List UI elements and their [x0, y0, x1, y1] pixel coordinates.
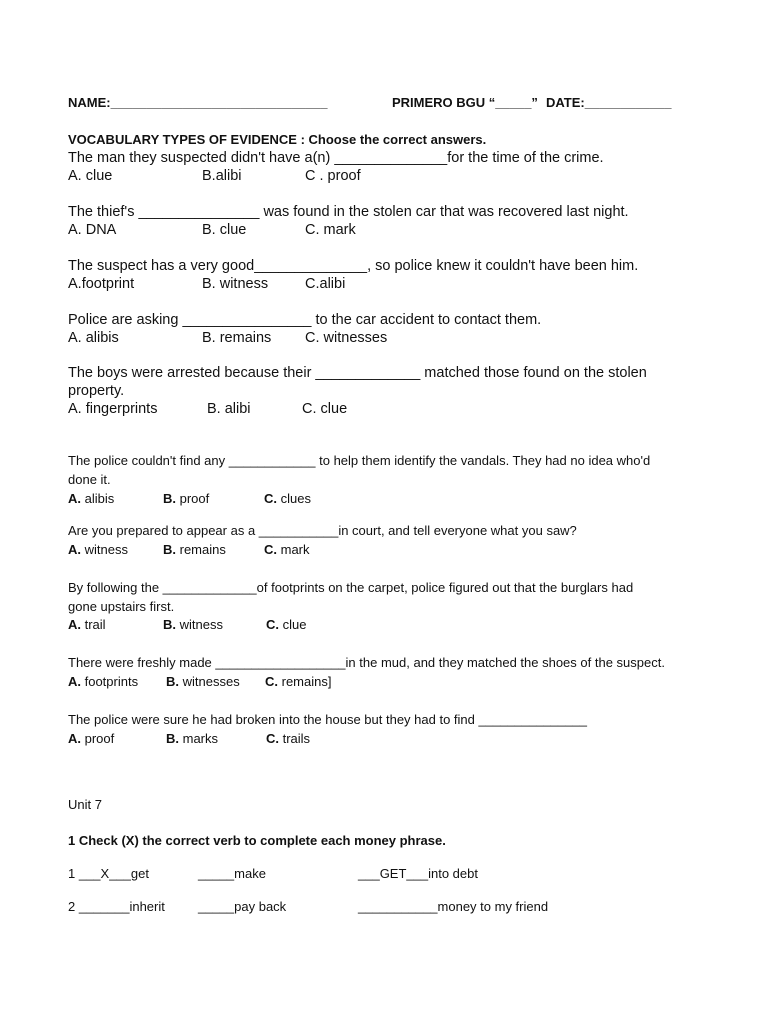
option-c: C.alibi	[305, 276, 346, 292]
question-5-text-continued: property.	[68, 383, 125, 399]
option-c: C. clues	[264, 491, 311, 506]
date-field-label: DATE:____________	[546, 95, 672, 110]
option-a: A. alibis	[68, 491, 115, 506]
question-5-text: The boys were arrested because their _____________ matched those found on the stolen	[68, 365, 647, 381]
option-a: A. clue	[68, 168, 113, 184]
option-c: C . proof	[305, 168, 361, 184]
question-1-text: The man they suspected didn't have a(n) ______________for the time of the crime.	[68, 150, 604, 166]
option-b: B. witness	[163, 617, 223, 632]
option-a: A. witness	[68, 542, 128, 557]
option-c: C. clue	[266, 617, 307, 632]
option-c: C. trails	[266, 731, 311, 746]
section-title: VOCABULARY TYPES OF EVIDENCE : Choose the correct answers.	[68, 132, 487, 147]
question-8-text: By following the _____________of footprints on the carpet, police figured out that the burglars had	[68, 580, 634, 595]
option-a: A.footprint	[68, 276, 135, 292]
question-8-text-continued: gone upstairs first.	[68, 599, 175, 614]
option-b: B. proof	[163, 491, 210, 506]
option-b: B. remains	[163, 542, 226, 557]
phrase-inherit: 2 _______inherit	[68, 899, 165, 914]
option-a: A. fingerprints	[68, 401, 158, 417]
unit-instruction: 1 Check (X) the correct verb to complete each money phrase.	[68, 833, 446, 848]
option-b: B. marks	[166, 731, 218, 746]
question-2-text: The thief's _______________ was found in the stolen car that was recovered last night.	[68, 204, 629, 220]
option-b: B. clue	[202, 222, 247, 238]
option-c: C. remains]	[265, 674, 332, 689]
class-field-label: PRIMERO BGU “_____”	[392, 95, 538, 110]
question-6-text: The police couldn't find any ____________ to help them identify the vandals. They had no idea who'd	[68, 453, 651, 468]
option-c: C. mark	[305, 222, 356, 238]
question-9-text: There were freshly made __________________in the mud, and they matched the shoes of the suspect.	[68, 655, 665, 670]
unit-title: Unit 7	[68, 797, 102, 812]
option-a: A. footprints	[68, 674, 139, 689]
option-c: C. witnesses	[305, 330, 388, 346]
phrase-get: 1 ___X___get	[68, 866, 149, 881]
option-a: A. DNA	[68, 222, 117, 238]
phrase-pay-back: _____pay back	[198, 899, 287, 914]
phrase-make: _____make	[198, 866, 266, 881]
option-a: A. proof	[68, 731, 115, 746]
option-b: B. remains	[202, 330, 272, 346]
name-field-label: NAME:______________________________	[68, 95, 328, 110]
option-a: A. alibis	[68, 330, 119, 346]
phrase-into-debt: ___GET___into debt	[358, 866, 478, 881]
option-c: C. mark	[264, 542, 310, 557]
question-7-text: Are you prepared to appear as a ___________in court, and tell everyone what you saw?	[68, 523, 577, 538]
option-b: B. witnesses	[166, 674, 240, 689]
option-b: B. witness	[202, 276, 269, 292]
question-6-text-continued: done it.	[68, 472, 111, 487]
option-b: B.alibi	[202, 168, 242, 184]
question-10-text: The police were sure he had broken into the house but they had to find _______________	[68, 712, 587, 727]
phrase-money-to-friend: ___________money to my friend	[358, 899, 549, 914]
question-3-text: The suspect has a very good______________, so police knew it couldn't have been him.	[68, 258, 639, 274]
option-c: C. clue	[302, 401, 348, 417]
question-4-text: Police are asking ________________ to the car accident to contact them.	[68, 312, 542, 328]
option-b: B. alibi	[207, 401, 251, 417]
option-a: A. trail	[68, 617, 106, 632]
